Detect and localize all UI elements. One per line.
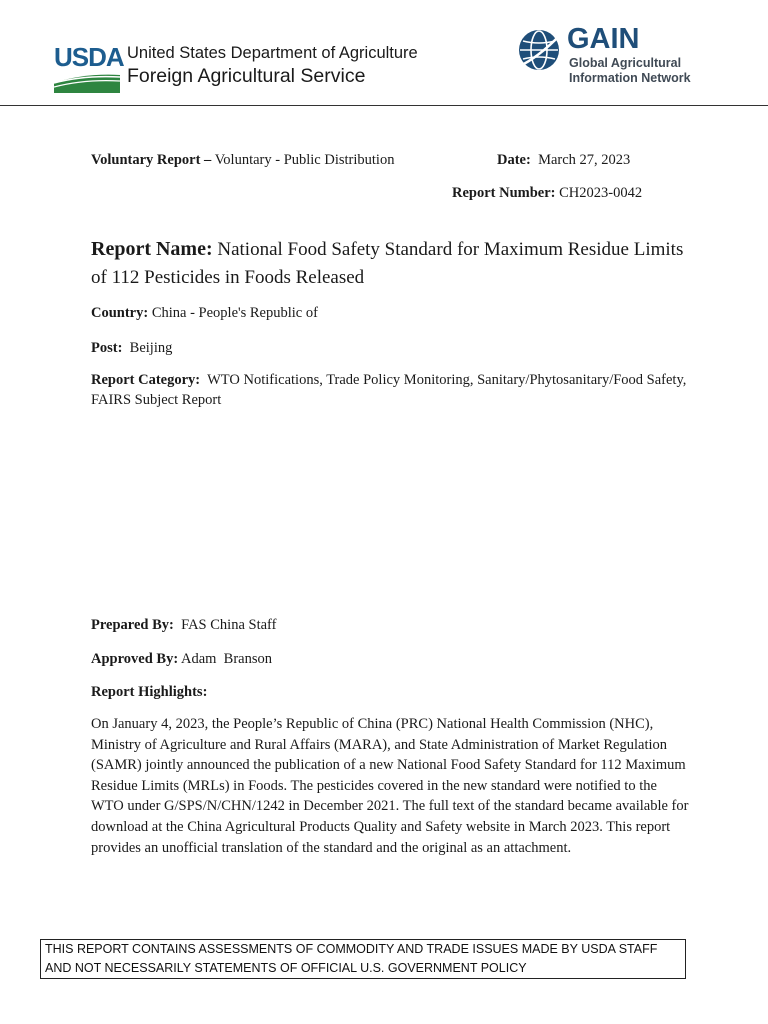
- gain-title: GAIN: [567, 23, 640, 55]
- date-line: [497, 150, 630, 170]
- post-line: [91, 338, 172, 358]
- gain-subtitle-line2: Information Network: [569, 71, 691, 85]
- date-label: Date:: [497, 152, 531, 168]
- disclaimer-line2: AND NOT NECESSARILY STATEMENTS OF OFFICIAL U.S. GOVERNMENT POLICY: [45, 961, 527, 975]
- usda-service-name: Foreign Agricultural Service: [127, 65, 366, 87]
- report-name: [91, 235, 691, 292]
- usda-logo: [54, 42, 124, 92]
- report-number-label: Report Number:: [452, 185, 556, 201]
- report-highlights-label: Report Highlights:: [91, 684, 208, 700]
- report-highlights-text: On January 4, 2023, the People’s Republic of China (PRC) National Health Commission (NHC), Ministry of Agriculture and Rural Affairs (MARA), and State Administration of Market Regulation (SAMR) jointly announced the publication of a new National Food Safety Standard for 112 Maximum Residue Limits (MRLs) in Foods. The pesticides covered in the new standard were notified to the WTO under G/SPS/N/CHN/1242 in December 2021. The full text of the standard became available for download at the China Agricultural Products Quality and Safety website in March 2023. This report provides an unofficial translation of the standard and the original as an attachment.: [91, 716, 689, 856]
- report-name-label: Report Name:: [91, 238, 213, 260]
- usda-department-name: United States Department of Agriculture: [127, 44, 418, 62]
- report-category-value: WTO Notifications, Trade Policy Monitoring, Sanitary/Phytosanitary/Food Safety, FAIRS Subject Report: [91, 372, 687, 408]
- approved-by-line: [91, 649, 272, 669]
- approved-by-value: Adam Branson: [180, 651, 272, 667]
- voluntary-report-label: Voluntary Report –: [91, 152, 212, 168]
- header-divider: [0, 105, 768, 106]
- prepared-by-line: [91, 615, 276, 635]
- report-number-line: [452, 183, 642, 203]
- post-value: Beijing: [129, 340, 173, 356]
- voluntary-report-value: Voluntary - Public Distribution: [214, 152, 395, 168]
- approved-by-label: Approved By:: [91, 651, 179, 667]
- country-value: China - People's Republic of: [151, 305, 318, 321]
- usda-logo-swoosh-icon: [54, 71, 120, 93]
- report-name-value: National Food Safety Standard for Maximum Residue Limits of 112 Pesticides in Foods Released: [91, 239, 684, 288]
- post-label: Post:: [91, 340, 123, 356]
- date-value: March 27, 2023: [538, 152, 631, 168]
- report-number-value: CH2023-0042: [559, 185, 643, 201]
- report-category: [91, 370, 691, 410]
- prepared-by-value: FAS China Staff: [181, 617, 277, 633]
- gain-subtitle-line1: Global Agricultural: [569, 56, 682, 70]
- gain-globe-icon: [516, 27, 562, 73]
- report-category-label: Report Category:: [91, 372, 201, 388]
- prepared-by-label: Prepared By:: [91, 617, 174, 633]
- country-line: [91, 303, 318, 323]
- voluntary-report-line: [91, 150, 394, 170]
- disclaimer-line1: THIS REPORT CONTAINS ASSESSMENTS OF COMMODITY AND TRADE ISSUES MADE BY USDA STAFF: [45, 942, 658, 956]
- disclaimer-box: [40, 939, 686, 979]
- report-highlights-heading: [91, 682, 207, 702]
- country-label: Country:: [91, 305, 149, 321]
- usda-logo-text: USDA: [54, 42, 124, 72]
